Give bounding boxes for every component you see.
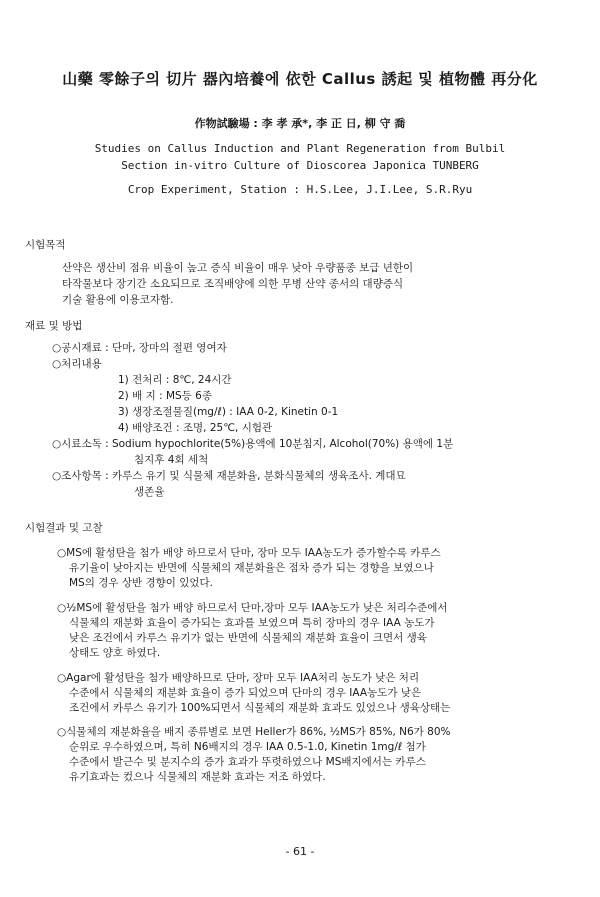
methods-sterilization-cont: 침지후 4회 세척	[134, 454, 209, 466]
methods-survey-cont: 생존율	[134, 486, 165, 498]
result-line: 조건에서 카루스 유기가 100%되면서 식물체의 재분화 효과도 있었으나 생육상태는	[69, 702, 451, 714]
purpose-line: 타작물보다 장기간 소요되므로 조직배양에 의한 무병 산약 종서의 대량증식	[62, 278, 404, 290]
result-line: MS의 경우 상반 경향이 있었다.	[69, 577, 213, 589]
title-english-line-2: Section in-vitro Culture of Dioscorea Japonica TUNBERG	[121, 159, 479, 172]
result-line: ○MS에 활성탄을 첨가 배양 하므로서 단마, 장마 모두 IAA농도가 증가할수록 카루스	[57, 547, 441, 559]
purpose-line: 기술 활용에 이용코자함.	[62, 294, 174, 306]
section-heading-purpose: 시험목적	[25, 239, 66, 251]
result-line: 순위로 우수하였으며, 특히 N6배지의 경우 IAA 0.5-1.0, Kinetin 1mg/ℓ 첨가	[69, 741, 426, 753]
results-paragraph-4	[57, 725, 557, 785]
result-line: 상태도 양호 하였다.	[69, 647, 161, 659]
methods-survey: ○조사항목 : 카루스 유기 및 식물체 재분화율, 분화식물체의 생육조사. 계대묘	[52, 470, 406, 482]
methods-treatment: ○처리내용	[52, 358, 102, 370]
result-line: 낮은 조건에서 카루스 유기가 없는 반면에 식물체의 재분화 효율이 크면서 생육	[69, 632, 427, 644]
results-paragraph-3	[57, 671, 557, 716]
result-line: 수준에서 식물체의 재분화 효율이 증가 되었으며 단마의 경우 IAA농도가 낮은	[69, 687, 422, 699]
paper-title-english	[0, 140, 600, 174]
result-line: ○Agar에 활성탄을 첨가 배양하므로 단마, 장마 모두 IAA처리 농도가 낮은 처리	[57, 672, 420, 684]
result-line: 수준에서 발근수 및 분지수의 증가 효과가 뚜렷하였으나 MS배지에서는 카루스	[69, 756, 426, 768]
section-heading-methods: 재료 및 방법	[25, 320, 83, 332]
section-heading-results: 시험결과 및 고찰	[25, 522, 103, 534]
result-line: 유기효과는 컸으나 식물체의 재분화 효과는 저조 하였다.	[69, 771, 326, 783]
results-paragraph-1	[57, 546, 557, 591]
methods-sub-item: 3) 생장조절물질(mg/ℓ) : IAA 0-2, Kinetin 0-1	[118, 406, 339, 418]
methods-sub-item: 1) 전처리 : 8℃, 24시간	[118, 374, 232, 386]
authors-english: Crop Experiment, Station : H.S.Lee, J.I.Lee, S.R.Ryu	[127, 183, 473, 196]
purpose-line: 산약은 생산비 점유 비율이 높고 증식 비율이 매우 낮아 우량품종 보급 년한이	[62, 262, 414, 274]
result-line: ○½MS에 활성탄을 첨가 배양 하므로서 단마,장마 모두 IAA농도가 낮은 처리수준에서	[57, 602, 448, 614]
result-line: 식물체의 재분화 효율이 증가되는 효과를 보였으며 특히 장마의 경우 IAA 농도가	[69, 617, 435, 629]
methods-sub-item: 4) 배양조건 : 조명, 25℃, 시험관	[118, 422, 273, 434]
authors-korean: 作物試驗場 : 李 孝 承*, 李 正 日, 柳 守 喬	[194, 117, 406, 130]
results-paragraph-2	[57, 601, 557, 661]
title-english-line-1: Studies on Callus Induction and Plant Regeneration from Bulbil	[94, 142, 506, 155]
methods-sterilization: ○시료소독 : Sodium hypochlorite(5%)용액에 10분침지, Alcohol(70%) 용액에 1분	[52, 438, 454, 450]
methods-sub-item: 2) 배 지 : MS등 6종	[118, 390, 212, 402]
result-line: 유기율이 낮아지는 반면에 식물체의 재분화율은 점차 증가 되는 경향을 보였으나	[69, 562, 434, 574]
paper-title-korean: 山藥 零餘子의 切片 器內培養에 依한 Callus 誘起 및 植物體 再分化	[62, 70, 538, 88]
page-number: - 61 -	[285, 845, 315, 858]
result-line: ○식물체의 재분화율을 배지 종류별로 보면 Heller가 86%, ½MS가 85%, N6가 80%	[57, 726, 451, 738]
methods-material: ○공시재료 : 단마, 장마의 절편 영여자	[52, 342, 227, 354]
purpose-paragraph	[62, 260, 552, 308]
